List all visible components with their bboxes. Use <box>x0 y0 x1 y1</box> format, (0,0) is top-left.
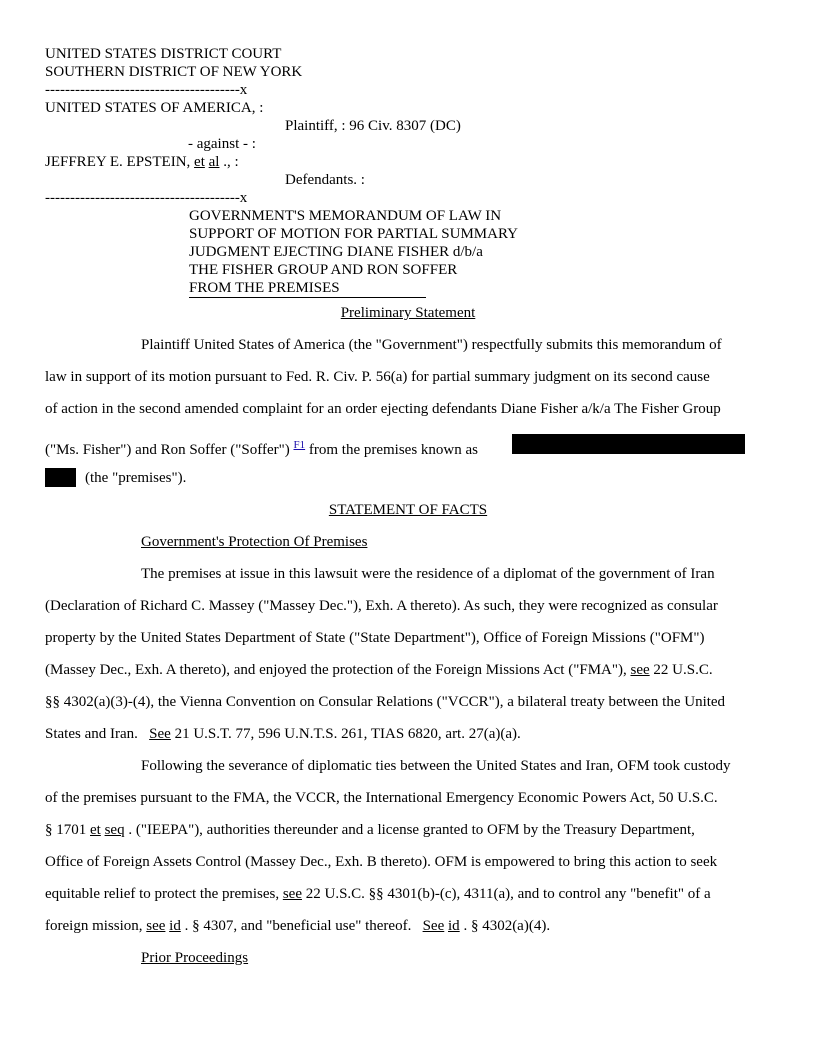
facts-p2-line4: Office of Foreign Assets Control (Massey Dec., Exh. B thereto). OFM is empowered to bring this action to seek <box>45 854 718 870</box>
preliminary-line1: Plaintiff United States of America (the "Government") respectfully submits this memorandum of <box>141 337 722 353</box>
facts-p1-line3: property by the United States Department of State ("State Department"), Office of Foreign Missions ("OFM") <box>45 630 705 646</box>
preliminary-line4: ("Ms. Fisher") and Ron Soffer ("Soffer") $^{F1}$ from the premises known as <box>45 439 479 458</box>
caption-rule-bottom: ---------------------------------------x <box>45 190 248 206</box>
footnote-link-f1[interactable]: F1 <box>293 439 306 451</box>
plaintiff-role-docket: Plaintiff, : 96 Civ. 8307 (DC) <box>285 118 461 134</box>
against-line: - against - : <box>188 136 256 152</box>
facts-p1-line4: (Massey Dec., Exh. A thereto), and enjoyed the protection of the Foreign Missions Act ("FMA"), see 22 U.S.C. <box>45 662 713 678</box>
facts-p2-line6: foreign mission, see id . § 4307, and "beneficial use" thereof. See id . § 4302(a)(4). <box>45 918 551 934</box>
redaction-bar-address <box>512 434 745 454</box>
facts-p1-line5: §§ 4302(a)(3)-(4), the Vienna Convention on Consular Relations ("VCCR"), a bilateral treaty between the United <box>45 694 726 710</box>
court-name-line1: UNITED STATES DISTRICT COURT <box>45 46 282 62</box>
title-line4: THE FISHER GROUP AND RON SOFFER <box>189 262 458 278</box>
preliminary-line5: (the "premises"). <box>85 470 187 486</box>
plaintiff-name: UNITED STATES OF AMERICA, : <box>45 100 264 116</box>
facts-p1-line2: (Declaration of Richard C. Massey ("Massey Dec."), Exh. A thereto). As such, they were recognized as consular <box>45 598 718 614</box>
facts-p1-line6: States and Iran. See 21 U.S.T. 77, 596 U.N.T.S. 261, TIAS 6820, art. 27(a)(a). <box>45 726 521 742</box>
defendant-name: JEFFREY E. EPSTEIN, et al ., : <box>45 154 239 170</box>
preliminary-line2: law in support of its motion pursuant to Fed. R. Civ. P. 56(a) for partial summary judgment on its second cause <box>45 369 710 385</box>
title-line2: SUPPORT OF MOTION FOR PARTIAL SUMMARY <box>189 226 518 242</box>
facts-p1-line1: The premises at issue in this lawsuit were the residence of a diplomat of the government of Iran <box>141 566 715 582</box>
title-line1: GOVERNMENT'S MEMORANDUM OF LAW IN <box>189 208 502 224</box>
title-line5: FROM THE PREMISES <box>189 279 426 298</box>
subheading-protection: Government's Protection Of Premises <box>141 534 368 550</box>
preliminary-statement-heading: Preliminary Statement <box>340 305 476 321</box>
facts-p2-line1: Following the severance of diplomatic ties between the United States and Iran, OFM took custody <box>141 758 731 774</box>
preliminary-line3: of action in the second amended complaint for an order ejecting defendants Diane Fisher a/k/a The Fisher Group <box>45 401 721 417</box>
subheading-prior-proceedings: Prior Proceedings <box>141 950 249 966</box>
redaction-bar-address-cont <box>45 468 76 487</box>
defendant-role: Defendants. : <box>285 172 365 188</box>
statement-of-facts-heading: STATEMENT OF FACTS <box>328 502 488 518</box>
facts-p2-line5: equitable relief to protect the premises, see 22 U.S.C. §§ 4301(b)-(c), 4311(a), and to control any "benefit" of a <box>45 886 711 902</box>
court-name-line2: SOUTHERN DISTRICT OF NEW YORK <box>45 64 303 80</box>
caption-rule-top: ---------------------------------------x <box>45 82 248 98</box>
facts-p2-line2: of the premises pursuant to the FMA, the VCCR, the International Emergency Economic Powers Act, 50 U.S.C. <box>45 790 718 806</box>
facts-p2-line3: § 1701 et seq . ("IEEPA"), authorities thereunder and a license granted to OFM by the Treasury Department, <box>45 822 695 838</box>
title-line3: JUDGMENT EJECTING DIANE FISHER d/b/a <box>189 244 483 260</box>
